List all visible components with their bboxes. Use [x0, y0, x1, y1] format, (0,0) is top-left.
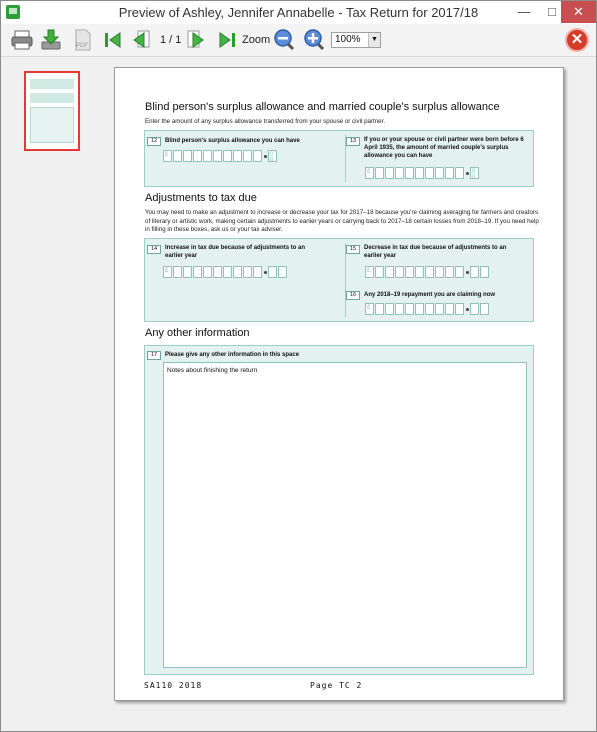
preview-area	[1, 58, 596, 731]
other-information-panel	[144, 345, 534, 675]
box-17-notes-field[interactable]	[163, 362, 527, 668]
maximize-button[interactable]: □	[548, 4, 556, 19]
last-page-icon[interactable]	[215, 28, 239, 52]
box-number-12: 12	[147, 137, 161, 146]
box-17-notes-value: Notes about finishing the return	[167, 367, 258, 374]
box-label-14: Increase in tax due because of adjustments to an earlier year	[165, 245, 306, 259]
section-heading-other-information: Any other information	[145, 327, 250, 339]
chevron-down-icon[interactable]: ▼	[368, 33, 380, 47]
box-number-17: 17	[147, 351, 161, 360]
section-description-adjustments: You may need to make an adjustment to increase or decrease your tax for 2017–18 because you're claiming averaging for farmers and creators of literary or artistic work, making certain adjustments to earlier years or carrying back to 2017–18 certain losses from 2018–19. If you need help in filling in these boxes, ask us or your tax adviser.	[145, 209, 539, 233]
box-15-input[interactable]: £	[365, 266, 490, 278]
zoom-label: Zoom	[242, 34, 271, 46]
box-14-input[interactable]: £	[163, 266, 288, 278]
box-label-13: If you or your spouse or civil partner were born before 6 April 1935, the amount of married couple's surplus allowance you can have	[364, 137, 524, 159]
box-number-15: 15	[346, 245, 360, 254]
minimize-button[interactable]: —	[517, 4, 531, 19]
box-13-input[interactable]: £ 0 0	[365, 167, 480, 179]
zoom-value: 100%	[335, 34, 361, 45]
printer-icon[interactable]	[10, 28, 34, 52]
zoom-select[interactable]	[331, 32, 381, 48]
first-page-icon[interactable]	[101, 28, 125, 52]
section-heading-adjustments: Adjustments to tax due	[145, 192, 257, 204]
pdf-icon-text: PDF	[76, 43, 88, 49]
window-title: Preview of Ashley, Jennifer Annabelle - Tax Return for 2017/18	[118, 5, 479, 20]
zoom-in-icon[interactable]	[302, 28, 326, 52]
box-label-17: Please give any other information in this space	[165, 352, 300, 358]
page-thumbnail[interactable]	[24, 71, 80, 151]
section-description-surplus-allowance: Enter the amount of any surplus allowance transferred from your spouse or civil partner.	[145, 118, 386, 125]
box-number-16: 16	[346, 291, 360, 300]
title-bar	[1, 1, 596, 24]
section-heading-surplus-allowance: Blind person's surplus allowance and married couple's surplus allowance	[145, 101, 500, 113]
adjustments-panel	[144, 238, 534, 322]
toolbar	[1, 24, 596, 57]
page-label: Page TC 2	[310, 681, 363, 690]
next-page-icon[interactable]	[185, 28, 209, 52]
box-label-16: Any 2018–19 repayment you are claiming now	[364, 292, 496, 298]
box-number-14: 14	[147, 245, 161, 254]
document-page	[114, 67, 564, 701]
box-label-12: Blind person's surplus allowance you can have	[165, 138, 300, 144]
zoom-out-icon[interactable]	[272, 28, 296, 52]
box-number-13: 13	[346, 137, 360, 146]
box-label-15: Decrease in tax due because of adjustments to an earlier year	[364, 245, 507, 259]
previous-page-icon[interactable]	[128, 28, 152, 52]
form-id: SA110 2018	[144, 681, 203, 690]
page-count: 1 / 1	[160, 34, 182, 46]
download-icon[interactable]	[39, 28, 63, 52]
box-12-input[interactable]: £ 0 0	[163, 150, 278, 162]
box-16-input[interactable]: £	[365, 303, 490, 315]
close-preview-icon[interactable]: ✕	[565, 28, 589, 52]
surplus-allowance-panel	[144, 130, 534, 187]
close-window-button[interactable]: ✕	[561, 1, 596, 23]
pdf-icon[interactable]	[71, 28, 95, 52]
